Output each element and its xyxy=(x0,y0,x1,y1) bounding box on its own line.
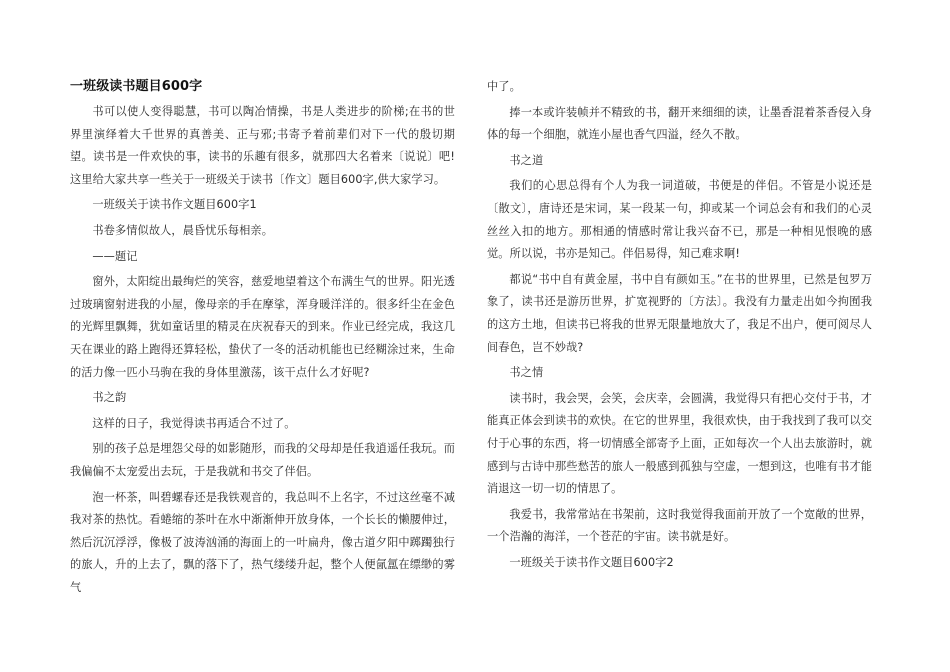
section-heading-way: 书之道 xyxy=(509,153,544,167)
body-paragraph: 我爱书，我常常站在书架前，这时我觉得我面前开放了一个宽敞的世界，一个浩瀚的海洋，一个苍茫的宇宙。读书就是好。 xyxy=(487,507,872,544)
section-heading-rhyme: 书之韵 xyxy=(92,391,127,405)
document-title: 一班级读书题目600字 xyxy=(70,79,203,94)
body-paragraph: 我们的心思总得有个人为我一词道破，书便是的伴侣。不管是小说还是〔散文〕，唐诗还是宋词，某一段某一句，抑或某一个词总会有和我们的心灵丝丝入扣的地方。那相通的情感时常让我兴奋不已，那是一种相见恨晚的感觉。所以说，书亦是知己。伴侣易得，知己难求啊! xyxy=(487,179,872,261)
body-paragraph: 窗外，太阳绽出最绚烂的笑容，慈爱地望着这个布满生气的世界。阳光透过玻璃窗射进我的小屋，像母亲的手在摩挲，浑身暖洋洋的。很多纤尘在金色的光辉里飘舞，犹如童话里的精灵在庆祝春天的到来。作业已经完成，我这几天在课业的路上跑得还算轻松，蛰伏了一冬的活动机能也已经糊涂过来，生命的活力像一匹小马驹在我的身体里激荡，该干点什么才好呢? xyxy=(70,275,455,379)
continued-text: 中了。 xyxy=(487,80,521,93)
essay-heading: 一班级关于读书作文题目600字2 xyxy=(509,555,674,569)
body-paragraph: 这样的日子，我觉得读书再适合不过了。 xyxy=(92,416,296,430)
right-column xyxy=(487,76,872,577)
body-paragraph: 都说“书中自有黄金屋，书中自有颜如玉。”在书的世界里，已然是包罗万象了，读书还是游历世界，扩宽视野的〔方法〕。我没有力量走出如今拘囿我的这方土地，但读书已将我的世界无限量地放大了，我足不出户，便可阅尽人间春色，岂不妙哉? xyxy=(487,272,872,354)
left-column xyxy=(70,76,455,602)
body-paragraph: 泡一杯茶，叫碧螺春还是我铁观音的，我总叫不上名字，不过这丝毫不减我对茶的热忱。看蜷缩的茶叶在水中渐渐伸开放身体，一个长长的懒腰伸过，然后沉沉浮浮，像极了波涛汹涌的海面上的一叶扁舟，像古道夕阳中踯躅独行的旅人，升的上去了，飘的落下了，热气缕缕升起，整个人便氤氲在缥缈的雾气 xyxy=(70,490,455,594)
epigraph: 书卷多情似故人，晨昏忧乐每相亲。 xyxy=(92,223,273,237)
essay-heading: 一班级关于读书作文题目600字1 xyxy=(92,198,257,212)
body-paragraph: 捧一本或许装帧并不精致的书，翻开来细细的读，让墨香混着茶香侵入身体的每一个细胞，就连小屋也香气四溢，经久不散。 xyxy=(487,105,872,142)
body-paragraph: 别的孩子总是埋怨父母的如影随形，而我的父母却是任我逍遥任我玩。而我偏偏不太宠爱出去玩，于是我就和书交了伴侣。 xyxy=(70,442,455,478)
epigraph-attribution: ——题记 xyxy=(92,249,138,263)
body-paragraph: 读书时，我会哭，会笑，会庆幸，会圆满，我觉得只有把心交付于书，才能真正体会到读书的欢快。在它的世界里，我很欢快，由于我找到了我可以交付于心事的东西，将一切情感全部寄予上面，正如每次一个人出去旅游时，就感到与古诗中那些愁苦的旅人一般感到孤独与空虚，一想到这，也唯有书才能消退这一切一切的情思了。 xyxy=(487,391,872,496)
section-heading-feeling: 书之情 xyxy=(509,366,544,380)
intro-paragraph: 书可以使人变得聪慧，书可以陶冶情操，书是人类进步的阶梯;在书的世界里演绎着大千世界的真善美、正与邪;书寄予着前辈们对下一代的殷切期望。读书是一件欢快的事，读书的乐趣有很多，就那四大名着来〔说说〕吧!这里给大家共享一些关于一班级关于读书〔作文〕题目600字,供大家学习。 xyxy=(70,105,455,186)
